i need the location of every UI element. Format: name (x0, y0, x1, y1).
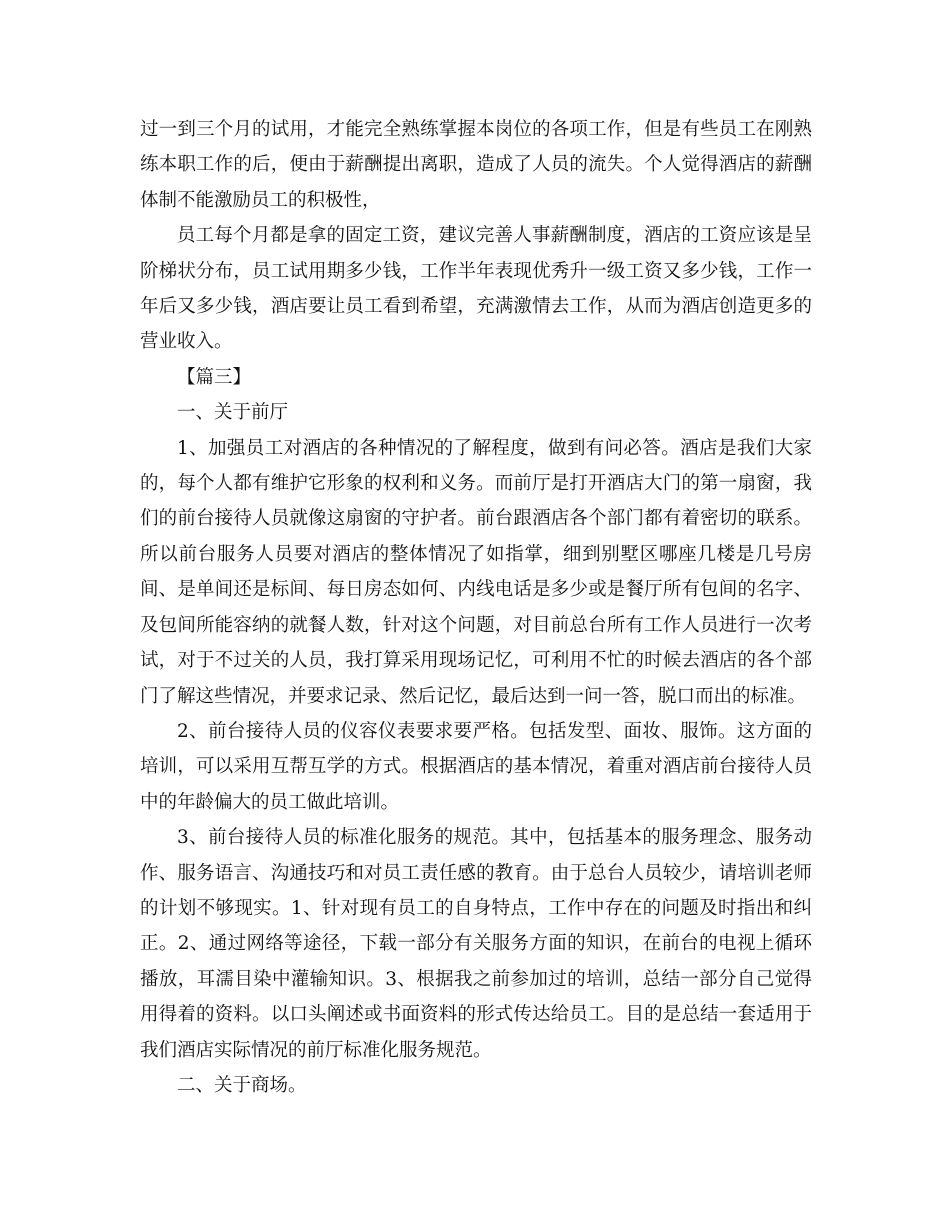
paragraph-salary-suggestion: 员工每个月都是拿的固定工资，建议完善人事薪酬制度，酒店的工资应该是呈阶梯状分布，员工试用期多少钱，工作半年表现优秀升一级工资又多少钱，工作一年后又多少钱，酒店要让员工看到希望，充满激情去工作，从而为酒店创造更多的营业收入。 (140, 225, 812, 353)
subheading-mall: 二、关于商场。 (177, 1074, 307, 1096)
paragraph-item-2: 2、前台接待人员的仪容仪表要求要严格。包括发型、面妆、服饰。这方面的培训，可以采用互帮互学的方式。根据酒店的基本情况，着重对酒店前台接待人员中的年龄偏大的员工做此培训。 (140, 720, 812, 813)
paragraph-item-3: 3、前台接待人员的标准化服务的规范。其中，包括基本的服务理念、服务动作、服务语言、沟通技巧和对员工责任感的教育。由于总台人员较少，请培训老师的计划不够现实。1、针对现有员工的自身特点，工作中存在的问题及时指出和纠正。2、通过网络等途径，下载一部分有关服务方面的知识，在前台的电视上循环播放，耳濡目染中灌输知识。3、根据我之前参加过的培训，总结一部分自己觉得用得着的资料。以口头阐述或书面资料的形式传达给员工。目的是总结一套适用于我们酒店实际情况的前厅标准化服务规范。 (140, 827, 812, 1061)
subheading-front-office: 一、关于前厅 (177, 402, 289, 424)
document-body (140, 112, 812, 1103)
paragraph-item-1: 1、加强员工对酒店的各种情况的了解程度，做到有问必答。酒店是我们大家的，每个人都有维护它形象的权利和义务。而前厅是打开酒店大门的第一扇窗，我们的前台接待人员就像这扇窗的守护者。前台跟酒店各个部门都有着密切的联系。所以前台服务人员要对酒店的整体情况了如指掌，细到别墅区哪座几楼是几号房间、是单间还是标间、每日房态如何、内线电话是多少或是餐厅所有包间的名字、及包间所能容纳的就餐人数，针对这个问题，对目前总台所有工作人员进行一次考试，对于不过关的人员，我打算采用现场记忆，可利用不忙的时候去酒店的各个部门了解这些情况，并要求记录、然后记忆，最后达到一问一答，脱口而出的标准。 (140, 437, 812, 707)
section-heading-part-three: 【篇三】 (177, 366, 252, 388)
paragraph-continuation: 过一到三个月的试用，才能完全熟练掌握本岗位的各项工作，但是有些员工在刚熟练本职工作的后，便由于薪酬提出离职，造成了人员的流失。个人觉得酒店的薪酬体制不能激励员工的积极性， (140, 119, 812, 211)
